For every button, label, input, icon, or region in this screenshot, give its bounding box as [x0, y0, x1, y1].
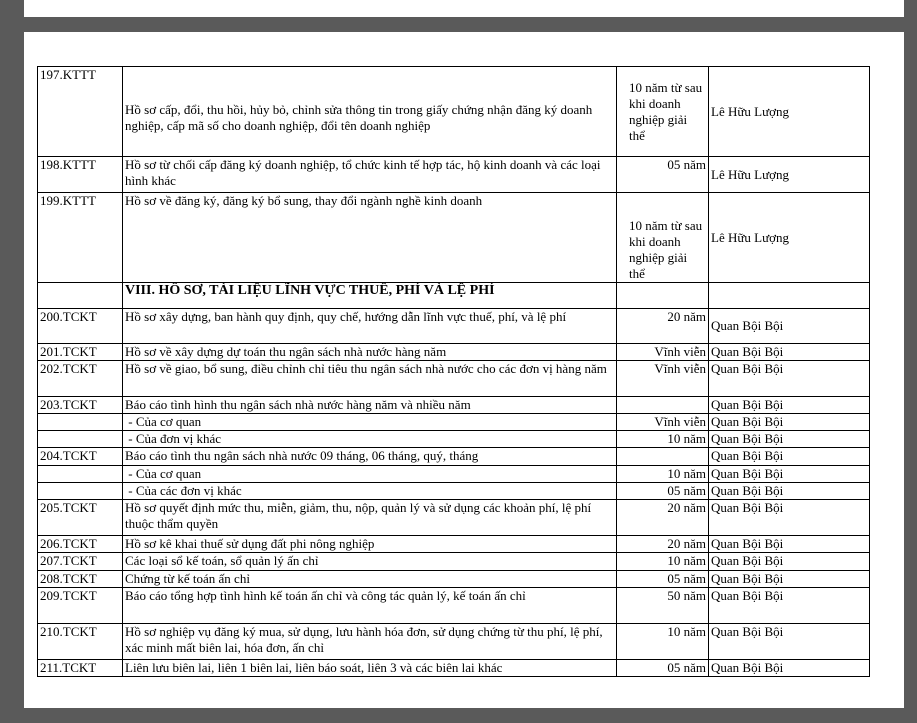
record-content: Báo cáo tình thu ngân sách nhà nước 09 tháng, 06 tháng, quý, tháng	[123, 448, 617, 466]
retention-term: Vĩnh viễn	[617, 414, 709, 431]
responsible-person: Quan Bội Bội	[709, 414, 870, 431]
record-content: - Của cơ quan	[123, 466, 617, 483]
responsible-person: Quan Bội Bội	[709, 431, 870, 448]
table-row	[38, 588, 870, 624]
responsible-person: Lê Hữu Lượng	[709, 157, 870, 193]
record-code: 208.TCKT	[38, 571, 123, 588]
retention-term: Vĩnh viễn	[617, 344, 709, 361]
responsible-person	[709, 283, 870, 309]
retention-term: Vĩnh viễn	[617, 361, 709, 397]
responsible-person: Quan Bội Bội	[709, 483, 870, 500]
record-content: Hồ sơ kê khai thuế sử dụng đất phi nông nghiệp	[123, 536, 617, 553]
retention-term: 10 năm	[617, 624, 709, 660]
record-content: - Của đơn vị khác	[123, 431, 617, 448]
table-row	[38, 157, 870, 193]
table-row	[38, 309, 870, 344]
record-content: Hồ sơ từ chối cấp đăng ký doanh nghiệp, tổ chức kinh tế hợp tác, hộ kinh doanh và các loại hình khác	[123, 157, 617, 193]
record-code: 202.TCKT	[38, 361, 123, 397]
record-code	[38, 483, 123, 500]
previous-page-bottom	[24, 0, 904, 17]
responsible-person: Quan Bội Bội	[709, 588, 870, 624]
retention-term: 10 năm	[617, 466, 709, 483]
responsible-person: Quan Bội Bội	[709, 500, 870, 536]
retention-term: 20 năm	[617, 536, 709, 553]
record-code: 205.TCKT	[38, 500, 123, 536]
record-code: 199.KTTT	[38, 193, 123, 283]
section-header-row	[38, 283, 870, 309]
record-code	[38, 466, 123, 483]
table-row	[38, 67, 870, 157]
table-row	[38, 361, 870, 397]
record-code: 207.TCKT	[38, 553, 123, 571]
records-retention-table	[37, 66, 870, 677]
table-row	[38, 660, 870, 677]
retention-term: 10 năm	[617, 553, 709, 571]
retention-term: 05 năm	[617, 157, 709, 193]
record-content: Báo cáo tổng hợp tình hình kế toán ấn chỉ và công tác quản lý, kế toán ấn chỉ	[123, 588, 617, 624]
record-code	[38, 431, 123, 448]
record-content: - Của các đơn vị khác	[123, 483, 617, 500]
responsible-person: Quan Bội Bội	[709, 309, 870, 344]
table-row	[38, 344, 870, 361]
record-content: Hồ sơ về đăng ký, đăng ký bổ sung, thay đổi ngành nghề kinh doanh	[123, 193, 617, 283]
record-content: Báo cáo tình hình thu ngân sách nhà nước hàng năm và nhiều năm	[123, 397, 617, 414]
record-content: Chứng từ kế toán ấn chỉ	[123, 571, 617, 588]
record-content: Hồ sơ về xây dựng dự toán thu ngân sách nhà nước hàng năm	[123, 344, 617, 361]
record-code: 198.KTTT	[38, 157, 123, 193]
retention-term: 10 năm	[617, 431, 709, 448]
retention-term: 10 năm từ sau khi doanh nghiệp giải thể	[617, 193, 709, 283]
responsible-person: Quan Bội Bội	[709, 624, 870, 660]
record-content: Hồ sơ xây dựng, ban hành quy định, quy chế, hướng dẫn lĩnh vực thuế, phí, và lệ phí	[123, 309, 617, 344]
record-content: Các loại sổ kế toán, sổ quản lý ấn chỉ	[123, 553, 617, 571]
record-content: Hồ sơ nghiệp vụ đăng ký mua, sử dụng, lưu hành hóa đơn, sử dụng chứng từ thu phí, lệ phí, xác minh mất biên lai, hóa đơn, ấn chỉ	[123, 624, 617, 660]
retention-term: 10 năm từ sau khi doanh nghiệp giải thể	[617, 67, 709, 157]
responsible-person: Quan Bội Bội	[709, 344, 870, 361]
record-content: Hồ sơ quyết định mức thu, miễn, giảm, thu, nộp, quản lý và sử dụng các khoản phí, lệ phí thuộc thẩm quyền	[123, 500, 617, 536]
table-row	[38, 414, 870, 431]
retention-term: 05 năm	[617, 483, 709, 500]
responsible-person: Quan Bội Bội	[709, 536, 870, 553]
record-code: 197.KTTT	[38, 67, 123, 157]
responsible-person: Quan Bội Bội	[709, 571, 870, 588]
retention-term	[617, 283, 709, 309]
table-row	[38, 553, 870, 571]
table-row	[38, 571, 870, 588]
record-content: - Của cơ quan	[123, 414, 617, 431]
document-page	[24, 32, 904, 708]
table-row	[38, 624, 870, 660]
record-content: Liên lưu biên lai, liên 1 biên lai, liên báo soát, liên 3 và các biên lai khác	[123, 660, 617, 677]
responsible-person: Quan Bội Bội	[709, 660, 870, 677]
table-row	[38, 536, 870, 553]
record-code: 201.TCKT	[38, 344, 123, 361]
table-row	[38, 431, 870, 448]
record-code: 206.TCKT	[38, 536, 123, 553]
responsible-person: Lê Hữu Lượng	[709, 193, 870, 283]
retention-term: 05 năm	[617, 660, 709, 677]
responsible-person: Quan Bội Bội	[709, 397, 870, 414]
record-code: 210.TCKT	[38, 624, 123, 660]
record-code: 204.TCKT	[38, 448, 123, 466]
responsible-person: Lê Hữu Lượng	[709, 67, 870, 157]
responsible-person: Quan Bội Bội	[709, 553, 870, 571]
retention-term: 50 năm	[617, 588, 709, 624]
record-code	[38, 283, 123, 309]
retention-term	[617, 448, 709, 466]
table-row	[38, 397, 870, 414]
record-content: Hồ sơ cấp, đổi, thu hồi, hủy bỏ, chỉnh sửa thông tin trong giấy chứng nhận đăng ký doanh nghiệp, cấp mã số cho doanh nghiệp, đổi tên doanh nghiệp	[123, 67, 617, 157]
record-code: 209.TCKT	[38, 588, 123, 624]
record-code: 211.TCKT	[38, 660, 123, 677]
table-row	[38, 500, 870, 536]
table-row	[38, 483, 870, 500]
table-row	[38, 448, 870, 466]
retention-term: 20 năm	[617, 309, 709, 344]
record-code: 203.TCKT	[38, 397, 123, 414]
table-row	[38, 466, 870, 483]
record-content: Hồ sơ về giao, bổ sung, điều chỉnh chỉ tiêu thu ngân sách nhà nước cho các đơn vị hàng năm	[123, 361, 617, 397]
retention-term: 20 năm	[617, 500, 709, 536]
record-code	[38, 414, 123, 431]
table-row	[38, 193, 870, 283]
responsible-person: Quan Bội Bội	[709, 361, 870, 397]
retention-term: 05 năm	[617, 571, 709, 588]
section-title: VIII. HỒ SƠ, TÀI LIỆU LĨNH VỰC THUẾ, PHÍ VÀ LỆ PHÍ	[123, 283, 617, 309]
responsible-person: Quan Bội Bội	[709, 448, 870, 466]
responsible-person: Quan Bội Bội	[709, 466, 870, 483]
record-code: 200.TCKT	[38, 309, 123, 344]
retention-term	[617, 397, 709, 414]
